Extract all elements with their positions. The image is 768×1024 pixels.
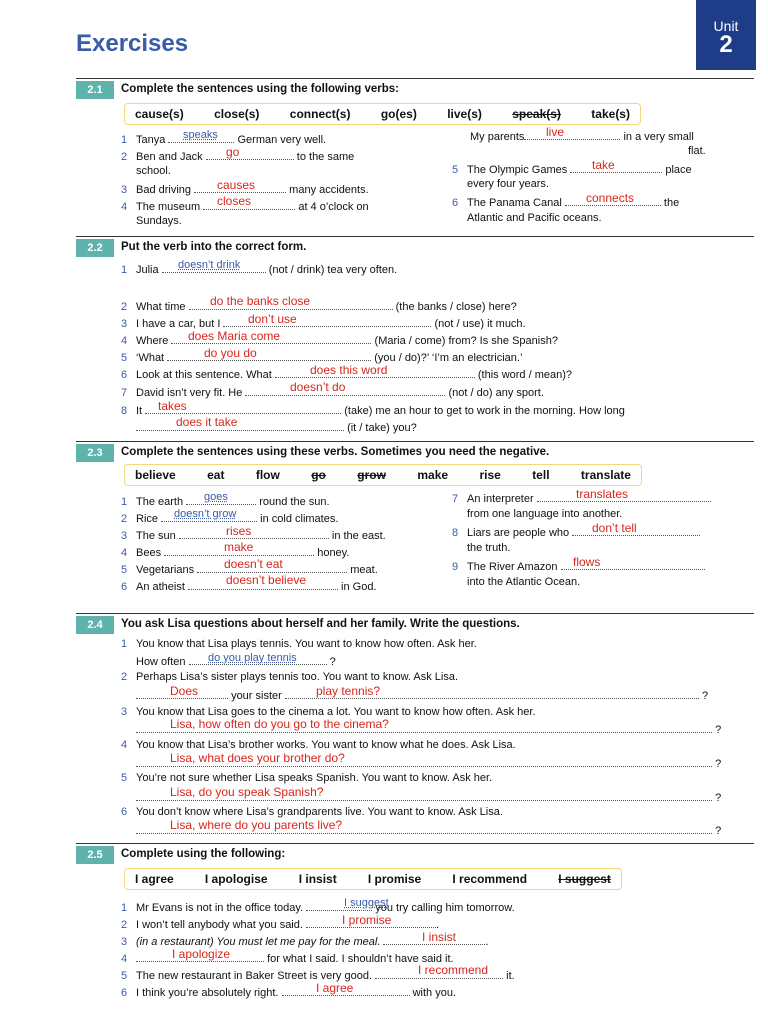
exercise-item: 6 Look at this sentence. What (this word / mean)? xyxy=(121,369,573,381)
answer: Lisa, what does your brother do? xyxy=(170,751,345,765)
section-number: 2.5 xyxy=(76,846,114,864)
exercise-item: 5 Vegetarians meat. xyxy=(121,564,378,576)
exercise-item: 6 I think you’re absolutely right. with you. xyxy=(121,987,457,999)
word: flow xyxy=(255,468,280,482)
section-divider xyxy=(76,78,754,79)
exercise-answer-line: ? xyxy=(136,790,721,804)
answer: don’t use xyxy=(248,312,297,326)
answer: Lisa, how often do you go to the cinema? xyxy=(170,717,389,731)
exercise-item-cont: Sundays. xyxy=(136,215,182,227)
answer: go xyxy=(226,145,240,159)
exercise-item: 3 I have a car, but I (not / use) it much. xyxy=(121,318,526,330)
word: I promise xyxy=(367,872,422,886)
section-heading: Put the verb into the correct form. xyxy=(121,241,307,253)
exercise-item-cont: from one language into another. xyxy=(467,508,623,520)
exercise-item: 4 Bees honey. xyxy=(121,547,350,559)
exercise-item-cont: school. xyxy=(136,165,171,177)
exercise-item: 2 Perhaps Lisa’s sister plays tennis too. You want to know. Ask Lisa. xyxy=(121,671,459,683)
section-number: 2.4 xyxy=(76,616,114,634)
section-divider xyxy=(76,441,754,442)
exercise-item: 2 Ben and Jack to the same xyxy=(121,151,355,163)
answer: do you do xyxy=(204,346,257,360)
exercise-item: 8 It (take) me an hour to get to work in the morning. How long xyxy=(121,405,625,417)
exercise-answer-line: ? xyxy=(136,722,721,736)
word-box xyxy=(124,103,641,125)
answer: does it take xyxy=(176,415,238,429)
word-crossed: speak(s) xyxy=(512,107,561,121)
answer: play tennis? xyxy=(316,684,381,698)
word-box xyxy=(124,868,622,890)
exercise-item: 5 You’re not sure whether Lisa speaks Spanish. You want to know. Ask her. xyxy=(121,772,493,784)
answer: Lisa, do you speak Spanish? xyxy=(170,785,324,799)
word: I agree xyxy=(135,872,174,886)
section-number: 2.1 xyxy=(76,81,114,99)
exercise-item: 1 The earth round the sun. xyxy=(121,496,330,508)
word-crossed: go xyxy=(311,468,326,482)
answer: causes xyxy=(217,178,256,192)
exercise-item-cont: the truth. xyxy=(467,542,511,554)
exercise-item: 5 ‘What (you / do)?’ ‘I’m an electrician.’ xyxy=(121,352,523,364)
answer: Does xyxy=(170,684,199,698)
exercise-item: 5 The new restaurant in Baker Street is very good. it. xyxy=(121,970,515,982)
answer: flows xyxy=(573,555,601,569)
exercise-item: 6 The Panama Canal the xyxy=(452,197,680,209)
answer: takes xyxy=(158,399,187,413)
word: close(s) xyxy=(214,107,260,121)
answer: I agree xyxy=(316,981,354,995)
exercise-item: 4 Where (Maria / come) from? Is she Spanish? xyxy=(121,335,558,347)
unit-badge xyxy=(696,0,756,70)
answer: do the banks close xyxy=(210,294,311,308)
answer: doesn’t believe xyxy=(226,573,307,587)
exercise-item: 8 Liars are people who xyxy=(452,525,700,539)
unit-label: Unit xyxy=(713,18,739,34)
exercise-item-cont: flat. xyxy=(688,145,706,157)
exercise-answer-line: How often ? xyxy=(136,656,336,668)
exercise-item: 9 The River Amazon xyxy=(452,559,705,573)
word: make xyxy=(417,468,449,482)
section-heading: Complete using the following: xyxy=(121,848,286,860)
exercise-item-cont: into the Atlantic Ocean. xyxy=(467,576,581,588)
exercise-item: 3 The sun in the east. xyxy=(121,530,386,542)
answer: speaks xyxy=(183,129,218,141)
answer: does this word xyxy=(310,363,388,377)
exercise-item: 3 You know that Lisa goes to the cinema a lot. You want to know how often. Ask her. xyxy=(121,706,536,718)
exercise-answer-line: your sister ? xyxy=(136,688,708,702)
word-crossed: grow xyxy=(357,468,386,482)
exercise-item: 3 Bad driving many accidents. xyxy=(121,184,369,196)
answer: make xyxy=(224,540,254,554)
word: rise xyxy=(479,468,501,482)
word: I insist xyxy=(298,872,337,886)
section-number: 2.3 xyxy=(76,444,114,462)
word: go(es) xyxy=(380,107,417,121)
exercise-item: 6 You don’t know where Lisa’s grandparents live. You want to know. Ask Lisa. xyxy=(121,806,503,818)
unit-number: 2 xyxy=(719,31,733,58)
answer: translates xyxy=(576,487,629,501)
answer: doesn’t do xyxy=(290,380,346,394)
word: I recommend xyxy=(452,872,528,886)
answer: doesn’t eat xyxy=(224,557,283,571)
exercise-item: 2 Rice in cold climates. xyxy=(121,513,339,525)
answer: doesn’t grow xyxy=(174,508,237,520)
section-heading: Complete the sentences using the following verbs: xyxy=(121,83,399,95)
exercise-item: 4 You know that Lisa’s brother works. You want to know what he does. Ask Lisa. xyxy=(121,739,516,751)
word: eat xyxy=(207,468,225,482)
section-heading: You ask Lisa questions about herself and her family. Write the questions. xyxy=(121,618,520,630)
exercise-answer-line: ? xyxy=(136,823,721,837)
section-divider xyxy=(76,613,754,614)
exercise-item: 2 I won’t tell anybody what you said. . xyxy=(121,919,440,931)
word: cause(s) xyxy=(135,107,184,121)
answer: I insist xyxy=(422,930,457,944)
exercise-item: 5 The Olympic Games place xyxy=(452,164,692,176)
answer: do you play tennis xyxy=(208,652,297,664)
answer: don’t tell xyxy=(592,521,637,535)
answer: does Maria come xyxy=(188,329,281,343)
answer: rises xyxy=(226,524,252,538)
word: translate xyxy=(580,468,631,482)
exercise-item: 6 An atheist in God. xyxy=(121,581,377,593)
answer: take xyxy=(592,158,615,172)
section-divider xyxy=(76,843,754,844)
exercise-item: 4 The museum at 4 o’clock on xyxy=(121,201,369,213)
section-heading: Complete the sentences using these verbs. Sometimes you need the negative. xyxy=(121,446,550,458)
word: tell xyxy=(532,468,550,482)
word: believe xyxy=(135,468,176,482)
exercise-item: 7 An interpreter xyxy=(452,491,711,505)
exercise-item: 7 David isn’t very fit. He (not / do) any sport. xyxy=(121,387,544,399)
exercise-item-cont: every four years. xyxy=(467,178,549,190)
exercise-item: 3 (in a restaurant) You must let me pay for the meal. . xyxy=(121,936,489,948)
answer: I recommend xyxy=(418,963,489,977)
exercise-item: 1 Mr Evans is not in the office today. you try calling him tomorrow. xyxy=(121,902,515,914)
word-crossed: I suggest xyxy=(558,872,611,886)
answer: goes xyxy=(204,491,228,503)
exercise-item: 4 for what I said. I shouldn’t have said it. xyxy=(121,953,454,965)
answer: I apologize xyxy=(172,947,231,961)
answer: connects xyxy=(586,191,635,205)
answer: doesn’t drink xyxy=(178,259,241,271)
exercise-item-cont: (it / take) you? xyxy=(136,420,417,434)
answer: live xyxy=(546,125,565,139)
word: I apologise xyxy=(204,872,268,886)
page-title: Exercises xyxy=(76,30,189,57)
answer: closes xyxy=(217,194,252,208)
exercise-item: 1 Tanya German very well. xyxy=(121,134,327,146)
exercise-item: 1 You know that Lisa plays tennis. You want to know how often. Ask her. xyxy=(121,638,477,650)
word-box xyxy=(124,464,642,486)
exercise-item-cont: Atlantic and Pacific oceans. xyxy=(467,212,602,224)
answer: Lisa, where do you parents live? xyxy=(170,818,343,832)
exercise-item: 1 Julia (not / drink) tea very often. xyxy=(121,264,398,276)
exercise-item: My parents in a very small xyxy=(470,131,694,143)
answer: I suggest xyxy=(344,897,389,909)
section-number: 2.2 xyxy=(76,239,114,257)
word: live(s) xyxy=(447,107,482,121)
word: connect(s) xyxy=(289,107,351,121)
exercise-answer-line: ? xyxy=(136,756,721,770)
exercise-item: 2 What time (the banks / close) here? xyxy=(121,301,517,313)
word: take(s) xyxy=(591,107,630,121)
section-divider xyxy=(76,236,754,237)
answer: I promise xyxy=(342,913,392,927)
